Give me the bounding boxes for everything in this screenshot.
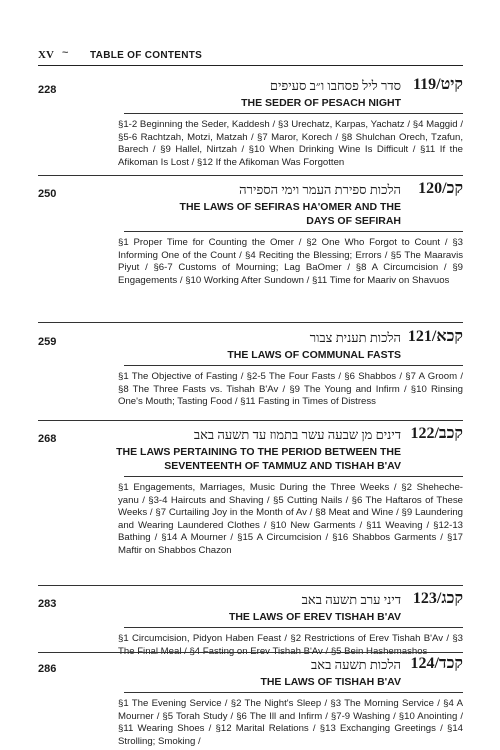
- entry-contents: §1 Circumcision, Pidyon Haben Feast / §2 Restrictions of Erev Tishah B'Av / §3 The Final Meal / §4 Fasting on Erev Tishah B'Av / §5 Bein Hashemashos: [118, 633, 463, 657]
- section-separator: [38, 322, 463, 323]
- entry-rule: [124, 365, 463, 366]
- entry-english-title: THE SEDER OF PESACH NIGHT: [241, 97, 401, 109]
- section-separator: [38, 652, 463, 653]
- header-rule: [38, 65, 463, 66]
- entry-rule: [124, 692, 463, 693]
- entry-hebrew-title: סדר ליל פסחבו ו״ב סעיפים: [269, 78, 401, 93]
- toc-entry-124: [38, 657, 463, 747]
- entry-hebrew-title: דיני ערב תשעה באב: [301, 592, 401, 607]
- entry-hebrew-title: הלכות ספירת העמר וימי הספירה: [239, 182, 401, 197]
- entry-english-title: THE LAWS PERTAINING TO THE PERIOD BETWEEN THE SEVENTEENTH OF TAMMUZ AND TISHAH B'AV: [116, 446, 401, 472]
- entry-contents: §1-2 Beginning the Seder, Kaddesh / §3 Urechatz, Karpas, Yachatz / §4 Maggid / §5-6 Rachtzah, Motzi, Matzah / §7 Maror, Korech / §8 Shulchan Orech, Tzafun, Barech / §9 Hallel, Nirtzah / §10 When Drinking Wine Is Difficult / §11 If the Afikoman Is Lost / §12 If the Afikoman Was Forgotten: [118, 119, 463, 168]
- entry-english-title: THE LAWS OF TISHAH B'AV: [260, 676, 401, 688]
- entry-contents: §1 The Evening Service / §2 The Night's Sleep / §3 The Morning Service / §4 A Mourner / §5 Torah Study / §6 The Ill and Infirm / §7-9 Washing / §10 Anointing / §11 Wearing Shoes / §12 Marital Relations / §13 Exchanging Greetings / §14 Strolling; Smoking /: [118, 698, 463, 747]
- section-separator: [38, 175, 463, 176]
- entry-chapter-number: קכא/121: [407, 328, 463, 345]
- entry-chapter-number: קכ/120: [418, 180, 463, 197]
- entry-rule: [124, 231, 463, 232]
- entry-english-title: THE LAWS OF COMMUNAL FASTS: [227, 349, 401, 361]
- entry-hebrew-title: הלכות תענית צבור: [309, 330, 401, 345]
- section-separator: [38, 585, 463, 586]
- section-separator: [38, 420, 463, 421]
- entry-page-number: 250: [38, 188, 57, 200]
- entry-chapter-number: קיט/119: [413, 76, 463, 93]
- entry-page-number: 228: [38, 84, 57, 96]
- running-title: TABLE OF CONTENTS: [90, 50, 203, 61]
- toc-entry-120: [38, 182, 463, 332]
- ornament-icon: ~: [62, 47, 69, 59]
- entry-rule: [124, 476, 463, 477]
- entry-chapter-number: קכד/124: [410, 655, 463, 672]
- entry-page-number: 268: [38, 433, 57, 445]
- entry-page-number: 286: [38, 663, 57, 675]
- entry-english-title: THE LAWS OF EREV TISHAH B'AV: [228, 611, 401, 623]
- entry-hebrew-title: דינים מן שבעה עשר בתמוז עד תשעה באב: [193, 427, 401, 442]
- entry-rule: [124, 113, 463, 114]
- entry-rule: [124, 627, 463, 628]
- page-number: XV: [38, 49, 54, 61]
- entry-english-title: THE LAWS OF SEFIRAS HA'OMER AND THE DAYS OF SEFIRAH: [179, 201, 401, 227]
- entry-chapter-number: קכג/123: [412, 590, 463, 607]
- running-header: [38, 47, 463, 63]
- entry-contents: §1 Engagements, Marriages, Music During the Three Weeks / §2 Sheheche-yanu / §3-4 Haircuts and Shaving / §5 Cutting Nails / §6 The Haftaros of These Weeks / §7 Curtailing Joy in the Month of Av / §8 Meat and Wine / §9 Laundering and Wearing Laundered Clothes / §10 New Garments / §11 Weaving / §12-13 Bathing / §14 A Mourner / §15 A Circumcision / §16 Shabbos Garments / §17 Maftir on Shabbos Chazon: [118, 482, 463, 556]
- entry-hebrew-title: הלכות תשעה באב: [311, 657, 401, 672]
- entry-chapter-number: קכב/122: [410, 425, 463, 442]
- toc-entry-119: [38, 78, 463, 188]
- entry-page-number: 259: [38, 336, 57, 348]
- entry-contents: §1 Proper Time for Counting the Omer / §2 One Who Forgot to Count / §3 Informing One of the Count / §4 Reciting the Blessing; Errors / §5 The Maaravis Piyut / §6-7 Customs of Mourning; Lag BaOmer / §8 A Circumcision / §9 Engagements / §10 Working After Sundown / §11 Time for Maariv on Shavuos: [118, 237, 463, 286]
- entry-page-number: 283: [38, 598, 57, 610]
- toc-entry-122: [38, 427, 463, 607]
- entry-contents: §1 The Objective of Fasting / §2-5 The Four Fasts / §6 Shabbos / §7 A Groom / §8 The Three Fasts vs. Tishah B'Av / §9 The Young and Infirm / §10 Rinsing One's Mouth; Tasting Food / §11 Fasting in Times of Distress: [118, 371, 463, 408]
